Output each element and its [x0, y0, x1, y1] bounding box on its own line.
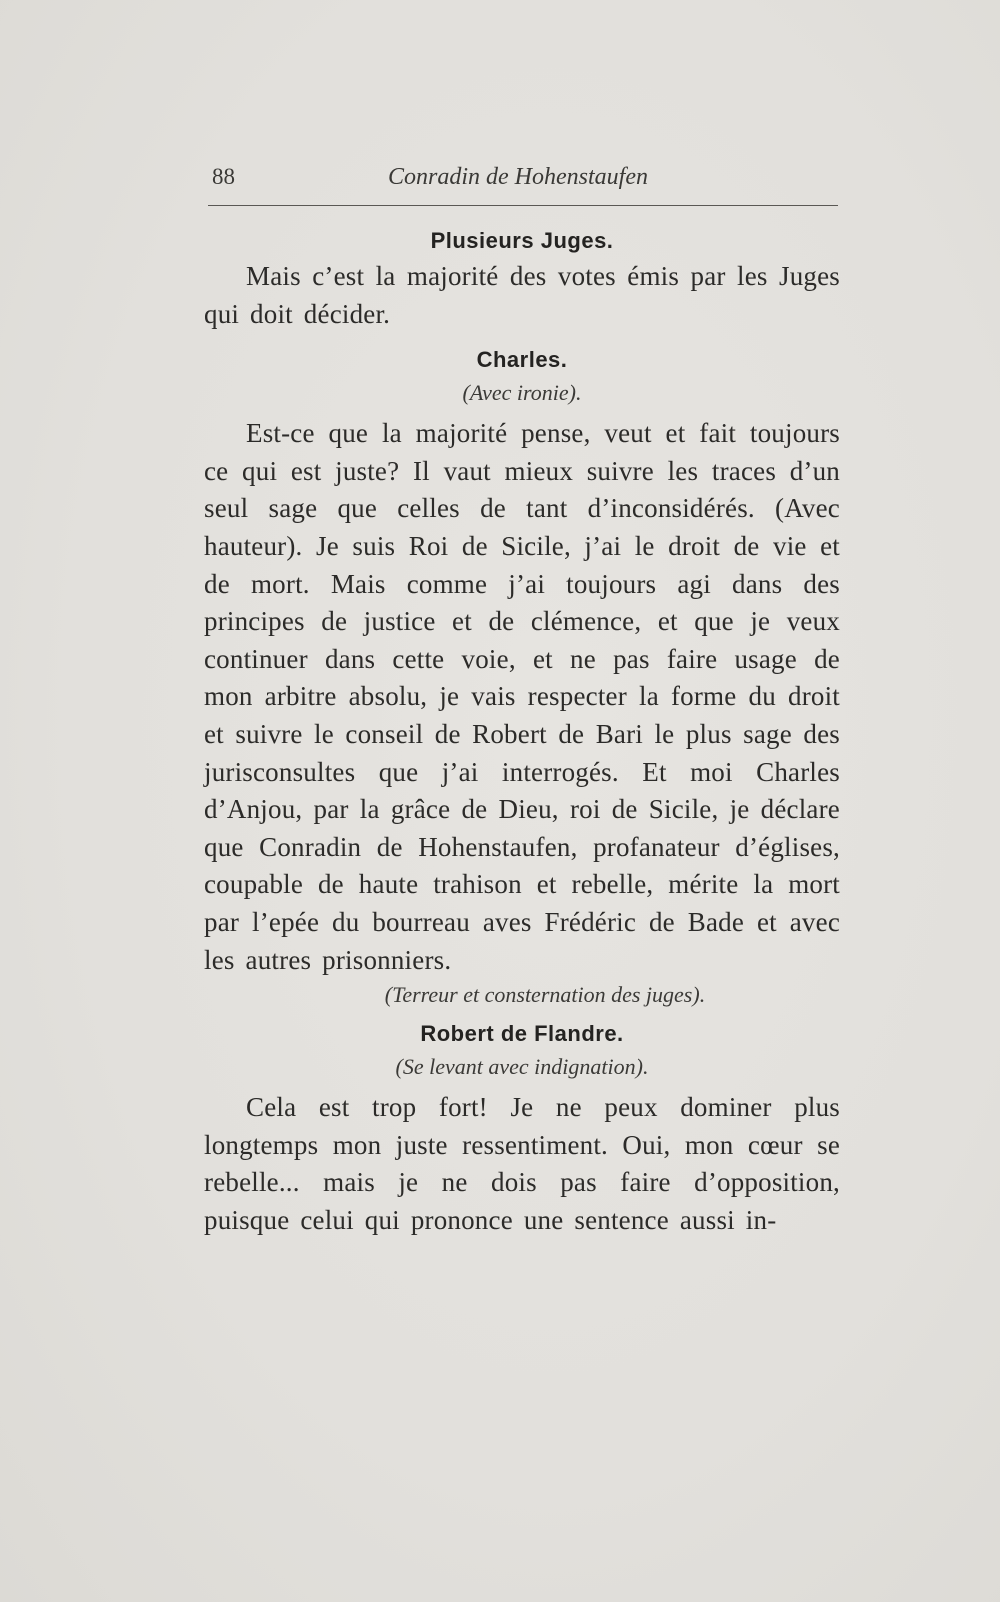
speaker-name: Charles.	[476, 347, 568, 373]
page-number: 88	[212, 164, 235, 189]
text-block	[204, 224, 840, 1239]
speaker-name: Robert de Flandre.	[420, 1021, 624, 1047]
running-title: Conradin de Hohenstaufen	[388, 164, 648, 190]
stage-direction: (Se levant avec indignation).	[395, 1054, 649, 1080]
speech-paragraph: Cela est trop fort! Je ne peux dominer plus longtemps mon juste ressentiment. Oui, mon cœur se rebelle... mais je ne dois pas faire d’opposition, puisque celui qui prononce une sentence aussi in-	[204, 1092, 840, 1235]
speech-paragraph: Mais c’est la majorité des votes émis par les Juges qui doit décider.	[204, 261, 840, 329]
stage-direction: (Terreur et consternation des juges).	[384, 982, 706, 1008]
speech-paragraph: Est-ce que la majorité pense, veut et fait toujours ce qui est juste? Il vaut mieux suivre les traces d’un seul sage que celles de tant d’inconsidérés. (Avec hauteur). Je suis Roi de Sicile, j’ai le droit de vie et de mort. Mais comme j’ai toujours agi dans des principes de justice et de clémence, et que je veux continuer dans cette voie, et ne pas faire usage de mon arbitre absolu, je vais respecter la forme du droit et suivre le conseil de Robert de Bari le plus sage des jurisconsultes que j’ai interrogés. Et moi Charles d’Anjou, par la grâce de Dieu, roi de Sicile, je déclare que Conradin de Hohenstaufen, profanateur d’églises, coupable de haute trahison et rebelle, mérite la mort par l’epée du bourreau aves Frédéric de Bade et avec les autres prisonniers.	[204, 418, 840, 975]
speaker-name: Plusieurs Juges.	[430, 228, 614, 253]
stage-direction: (Avec ironie).	[462, 380, 582, 406]
header-rule	[208, 205, 838, 206]
running-head	[208, 160, 838, 200]
